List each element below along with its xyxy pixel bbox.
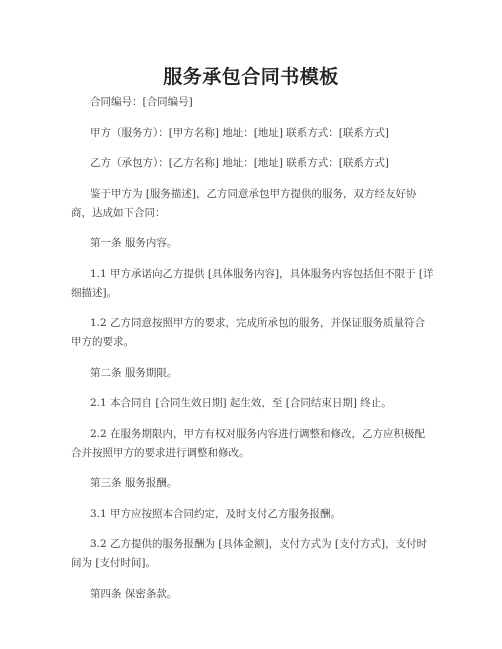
document-title: 服务承包合同书模板 — [163, 66, 339, 88]
clause-1-1: 1.1 甲方承诺向乙方提供 [具体服务内容]，具体服务内容包括但不限于 [详细描述]。 — [71, 267, 434, 299]
clause-3-1: 3.1 甲方应按照本合同约定，及时支付乙方服务报酬。 — [90, 507, 342, 520]
article-1-heading: 第一条 服务内容。 — [90, 237, 178, 249]
party-a-info: 甲方（服务方）：[甲方名称] 地址：[地址] 联系方式：[联系方式] — [90, 126, 390, 139]
contract-number: 合同编号：[合同编号] — [90, 96, 193, 108]
party-b-info: 乙方（承包方）：[乙方名称] 地址：[地址] 联系方式：[联系方式] — [90, 157, 390, 169]
article-4-heading: 第四条 保密条款。 — [90, 587, 178, 600]
document-body — [71, 93, 435, 615]
clause-2-2: 2.2 在服务期限内，甲方有权对服务内容进行调整和修改，乙方应积极配合并按照甲方的要求进行调整和修改。 — [71, 427, 426, 459]
article-2-heading: 第二条 服务期限。 — [90, 366, 178, 379]
clause-2-1: 2.1 本合同自 [合同生效日期] 起生效，至 [合同结束日期] 终止。 — [90, 397, 392, 409]
clause-3-2: 3.2 乙方提供的服务报酬为 [具体金额]，支付方式为 [支付方式]，支付时间为 [支付时间]。 — [71, 538, 428, 569]
preamble: 鉴于甲方为 [服务描述]，乙方同意承包甲方提供的服务，双方经友好协商，达成如下合同： — [71, 187, 417, 219]
clause-1-2: 1.2 乙方同意按照甲方的要求，完成所承包的服务，并保证服务质量符合甲方的要求。 — [71, 317, 426, 348]
article-3-heading: 第三条 服务报酬。 — [90, 477, 178, 489]
